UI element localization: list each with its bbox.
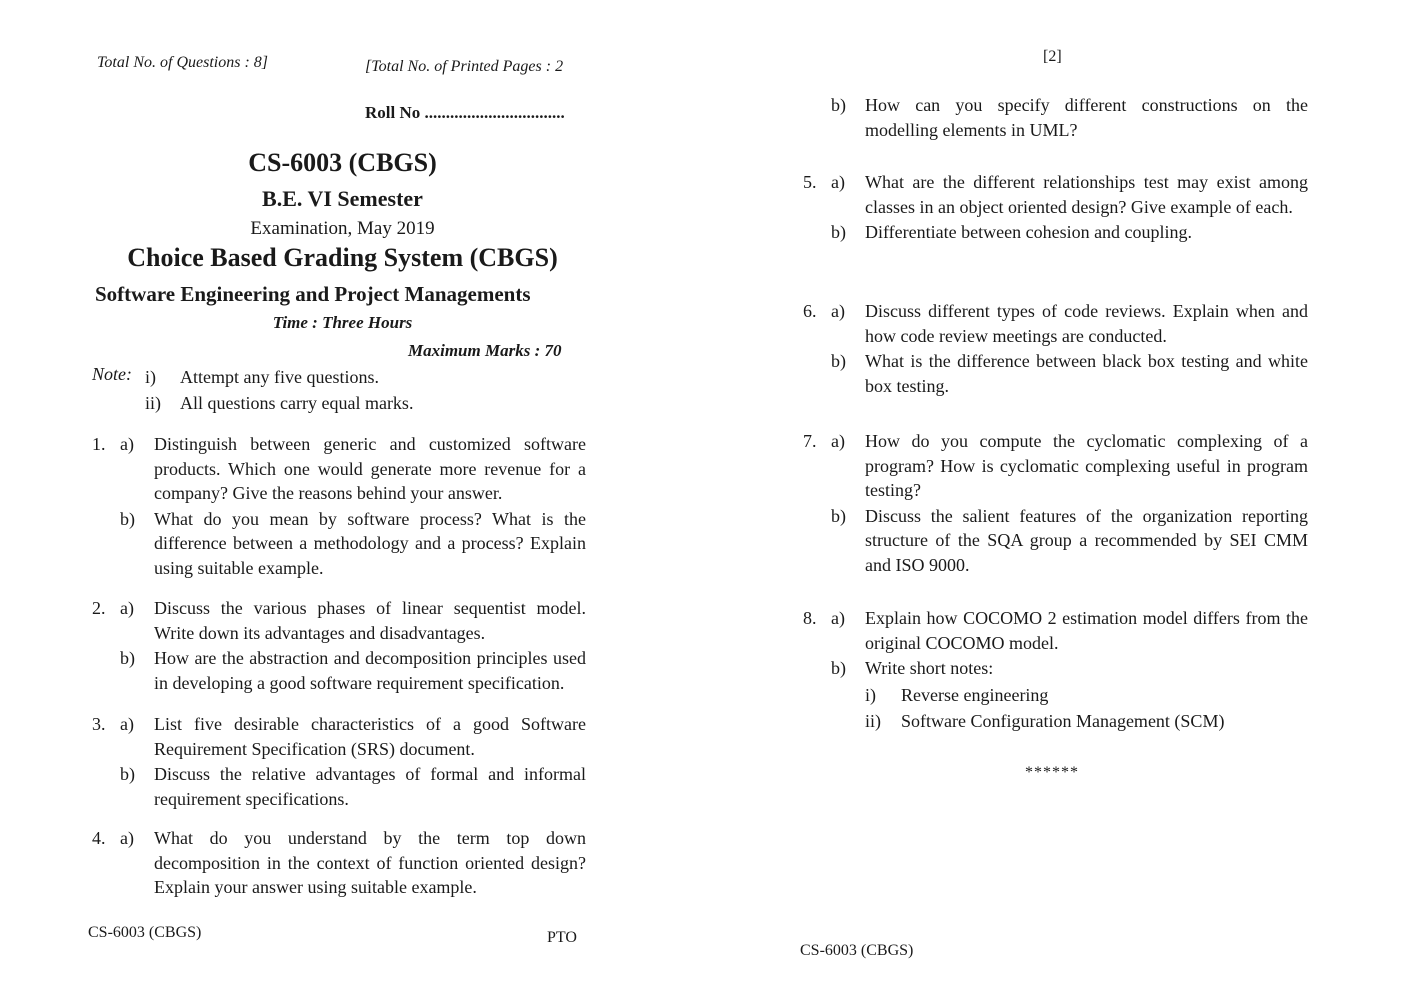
question-text: Write short notes: <box>865 658 994 678</box>
question-text: How are the abstraction and decomposition principles used in developing a good software requirement specification. <box>154 648 586 693</box>
subject: Software Engineering and Project Managements <box>95 282 531 306</box>
question-7 <box>803 429 1308 577</box>
question-text: Discuss the relative advantages of formal and informal requirement specifications. <box>154 764 586 809</box>
footer-code: CS-6003 (CBGS) <box>800 942 914 959</box>
part-label: b) <box>831 351 846 371</box>
question-2 <box>92 596 586 695</box>
total-printed-pages: [Total No. of Printed Pages : 2 <box>365 58 564 75</box>
question-text: What is the difference between black box testing and white box testing. <box>865 351 1308 396</box>
roll-no: Roll No ................................. <box>365 103 565 122</box>
part-label: b) <box>120 648 135 668</box>
sub-item-number: i) <box>865 684 876 705</box>
note-number: i) <box>145 367 156 387</box>
question-text: Distinguish between generic and customized software products. Which one would generate more revenue for a company? Give the reasons behind your answer. <box>154 434 586 503</box>
question-number: 3. <box>92 714 106 734</box>
question-text: What do you mean by software process? What is the difference between a methodology and a process? Explain using suitable example. <box>154 508 586 578</box>
note-text: All questions carry equal marks. <box>180 393 414 413</box>
question-text: List five desirable characteristics of a good Software Requirement Specification (SRS) document. <box>154 714 586 759</box>
question-text: Discuss the salient features of the organization reporting structure of the SQA group a recommended by SEI CMM and ISO 9000. <box>865 505 1308 575</box>
part-label: b) <box>120 764 135 784</box>
footer-pto: PTO <box>547 929 577 946</box>
question-number: 8. <box>803 608 817 628</box>
end-stars: ****** <box>1025 764 1079 781</box>
part-label: b) <box>831 95 846 115</box>
sub-item-text: Reverse engineering <box>901 684 1049 705</box>
time: Time : Three Hours <box>272 313 413 332</box>
question-8 <box>803 606 1308 734</box>
part-label: a) <box>831 301 845 321</box>
note-number: ii) <box>145 393 161 413</box>
semester: B.E. VI Semester <box>262 186 423 211</box>
question-3 <box>92 712 586 811</box>
sub-item-text: Software Configuration Management (SCM) <box>901 711 1225 731</box>
question-text: How do you compute the cyclomatic complexing of a program? How is cyclomatic complexing useful in program testing? <box>865 431 1308 500</box>
part-label: a) <box>120 714 134 734</box>
part-label: a) <box>831 431 845 451</box>
notes <box>145 364 413 416</box>
question-number: 2. <box>92 598 106 618</box>
question-text: Explain how COCOMO 2 estimation model differs from the original COCOMO model. <box>865 608 1308 653</box>
question-4b <box>803 92 1308 142</box>
question-1 <box>92 432 586 580</box>
page-number: [2] <box>1043 48 1062 65</box>
question-number: 7. <box>803 431 817 451</box>
question-text: Discuss the various phases of linear sequentist model. Write down its advantages and disadvantages. <box>154 598 586 643</box>
footer-code: CS-6003 (CBGS) <box>88 924 202 941</box>
question-text: Discuss different types of code reviews. Explain when and how code review meetings are conducted. <box>865 301 1308 346</box>
question-4a <box>92 826 586 900</box>
question-text: What are the different relationships test may exist among classes in an object oriented design? Give example of each. <box>865 172 1308 217</box>
exam-date: Examination, May 2019 <box>250 218 435 239</box>
note-text: Attempt any five questions. <box>180 367 379 387</box>
part-label: a) <box>120 598 134 618</box>
question-number: 5. <box>803 172 817 192</box>
question-number: 4. <box>92 828 106 848</box>
total-questions: Total No. of Questions : 8] <box>97 54 268 71</box>
question-number: 6. <box>803 301 817 321</box>
question-text: What do you understand by the term top down decomposition in the context of function oriented design? Explain your answer using suitable example. <box>154 828 586 897</box>
question-number: 1. <box>92 434 106 454</box>
part-label: b) <box>831 222 846 242</box>
note-label: Note: <box>92 364 132 384</box>
question-text: How can you specify different constructions on the modelling elements in UML? <box>865 95 1308 140</box>
part-label: a) <box>120 434 134 454</box>
sub-item-number: ii) <box>865 711 881 731</box>
question-text: Differentiate between cohesion and coupling. <box>865 222 1193 242</box>
part-label: b) <box>831 505 846 526</box>
grading-system: Choice Based Grading System (CBGS) <box>127 243 558 272</box>
question-5 <box>803 170 1308 245</box>
max-marks: Maximum Marks : 70 <box>408 341 562 360</box>
part-label: a) <box>831 172 845 192</box>
part-label: a) <box>831 608 845 628</box>
question-6 <box>803 299 1308 398</box>
part-label: a) <box>120 828 134 848</box>
part-label: b) <box>120 508 135 529</box>
part-label: b) <box>831 658 846 678</box>
paper-code: CS-6003 (CBGS) <box>248 148 437 177</box>
